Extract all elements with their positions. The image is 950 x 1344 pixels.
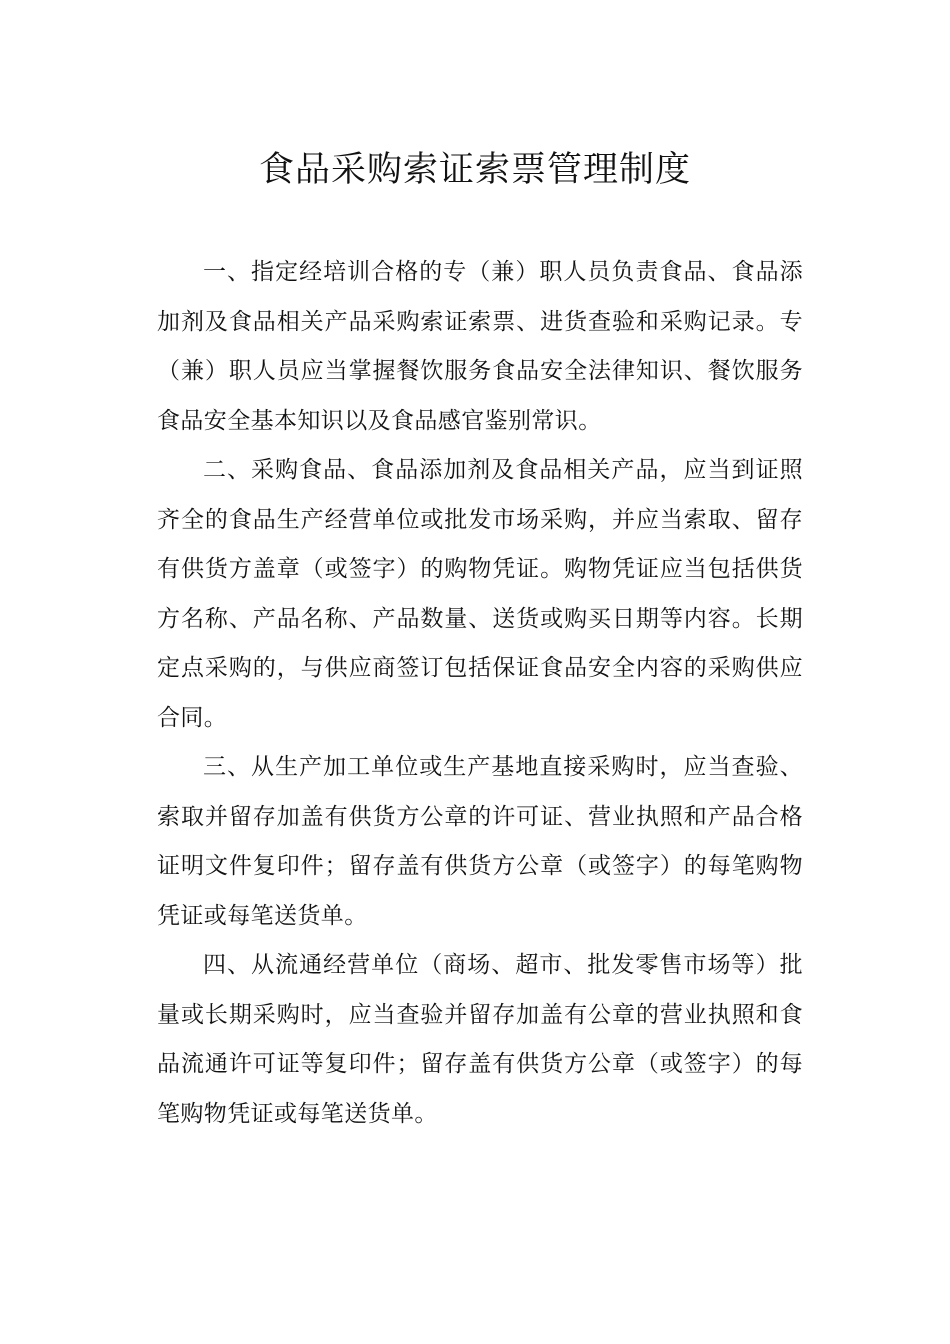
- paragraph-4: 四、从流通经营单位（商场、超市、批发零售市场等）批量或长期采购时，应当查验并留存加盖有公章的营业执照和食品流通许可证等复印件；留存盖有供货方公章（或签字）的每笔购物凭证或每笔送货单。: [157, 952, 803, 1127]
- paragraph-2: 二、采购食品、食品添加剂及食品相关产品，应当到证照齐全的食品生产经营单位或批发市场采购，并应当索取、留存有供货方盖章（或签字）的购物凭证。购物凭证应当包括供货方名称、产品名称、产品数量、送货或购买日期等内容。长期定点采购的，与供应商签订包括保证食品安全内容的采购供应合同。: [157, 457, 803, 731]
- paragraph-1: 一、指定经培训合格的专（兼）职人员负责食品、食品添加剂及食品相关产品采购索证索票、进货查验和采购记录。专（兼）职人员应当掌握餐饮服务食品安全法律知识、餐饮服务食品安全基本知识以及食品感官鉴别常识。: [157, 259, 803, 434]
- document-body: [157, 248, 803, 1139]
- paragraph-3: 三、从生产加工单位或生产基地直接采购时，应当查验、索取并留存加盖有供货方公章的许可证、营业执照和产品合格证明文件复印件；留存盖有供货方公章（或签字）的每笔购物凭证或每笔送货单。: [157, 754, 803, 929]
- document-title: 食品采购索证索票管理制度: [258, 150, 691, 190]
